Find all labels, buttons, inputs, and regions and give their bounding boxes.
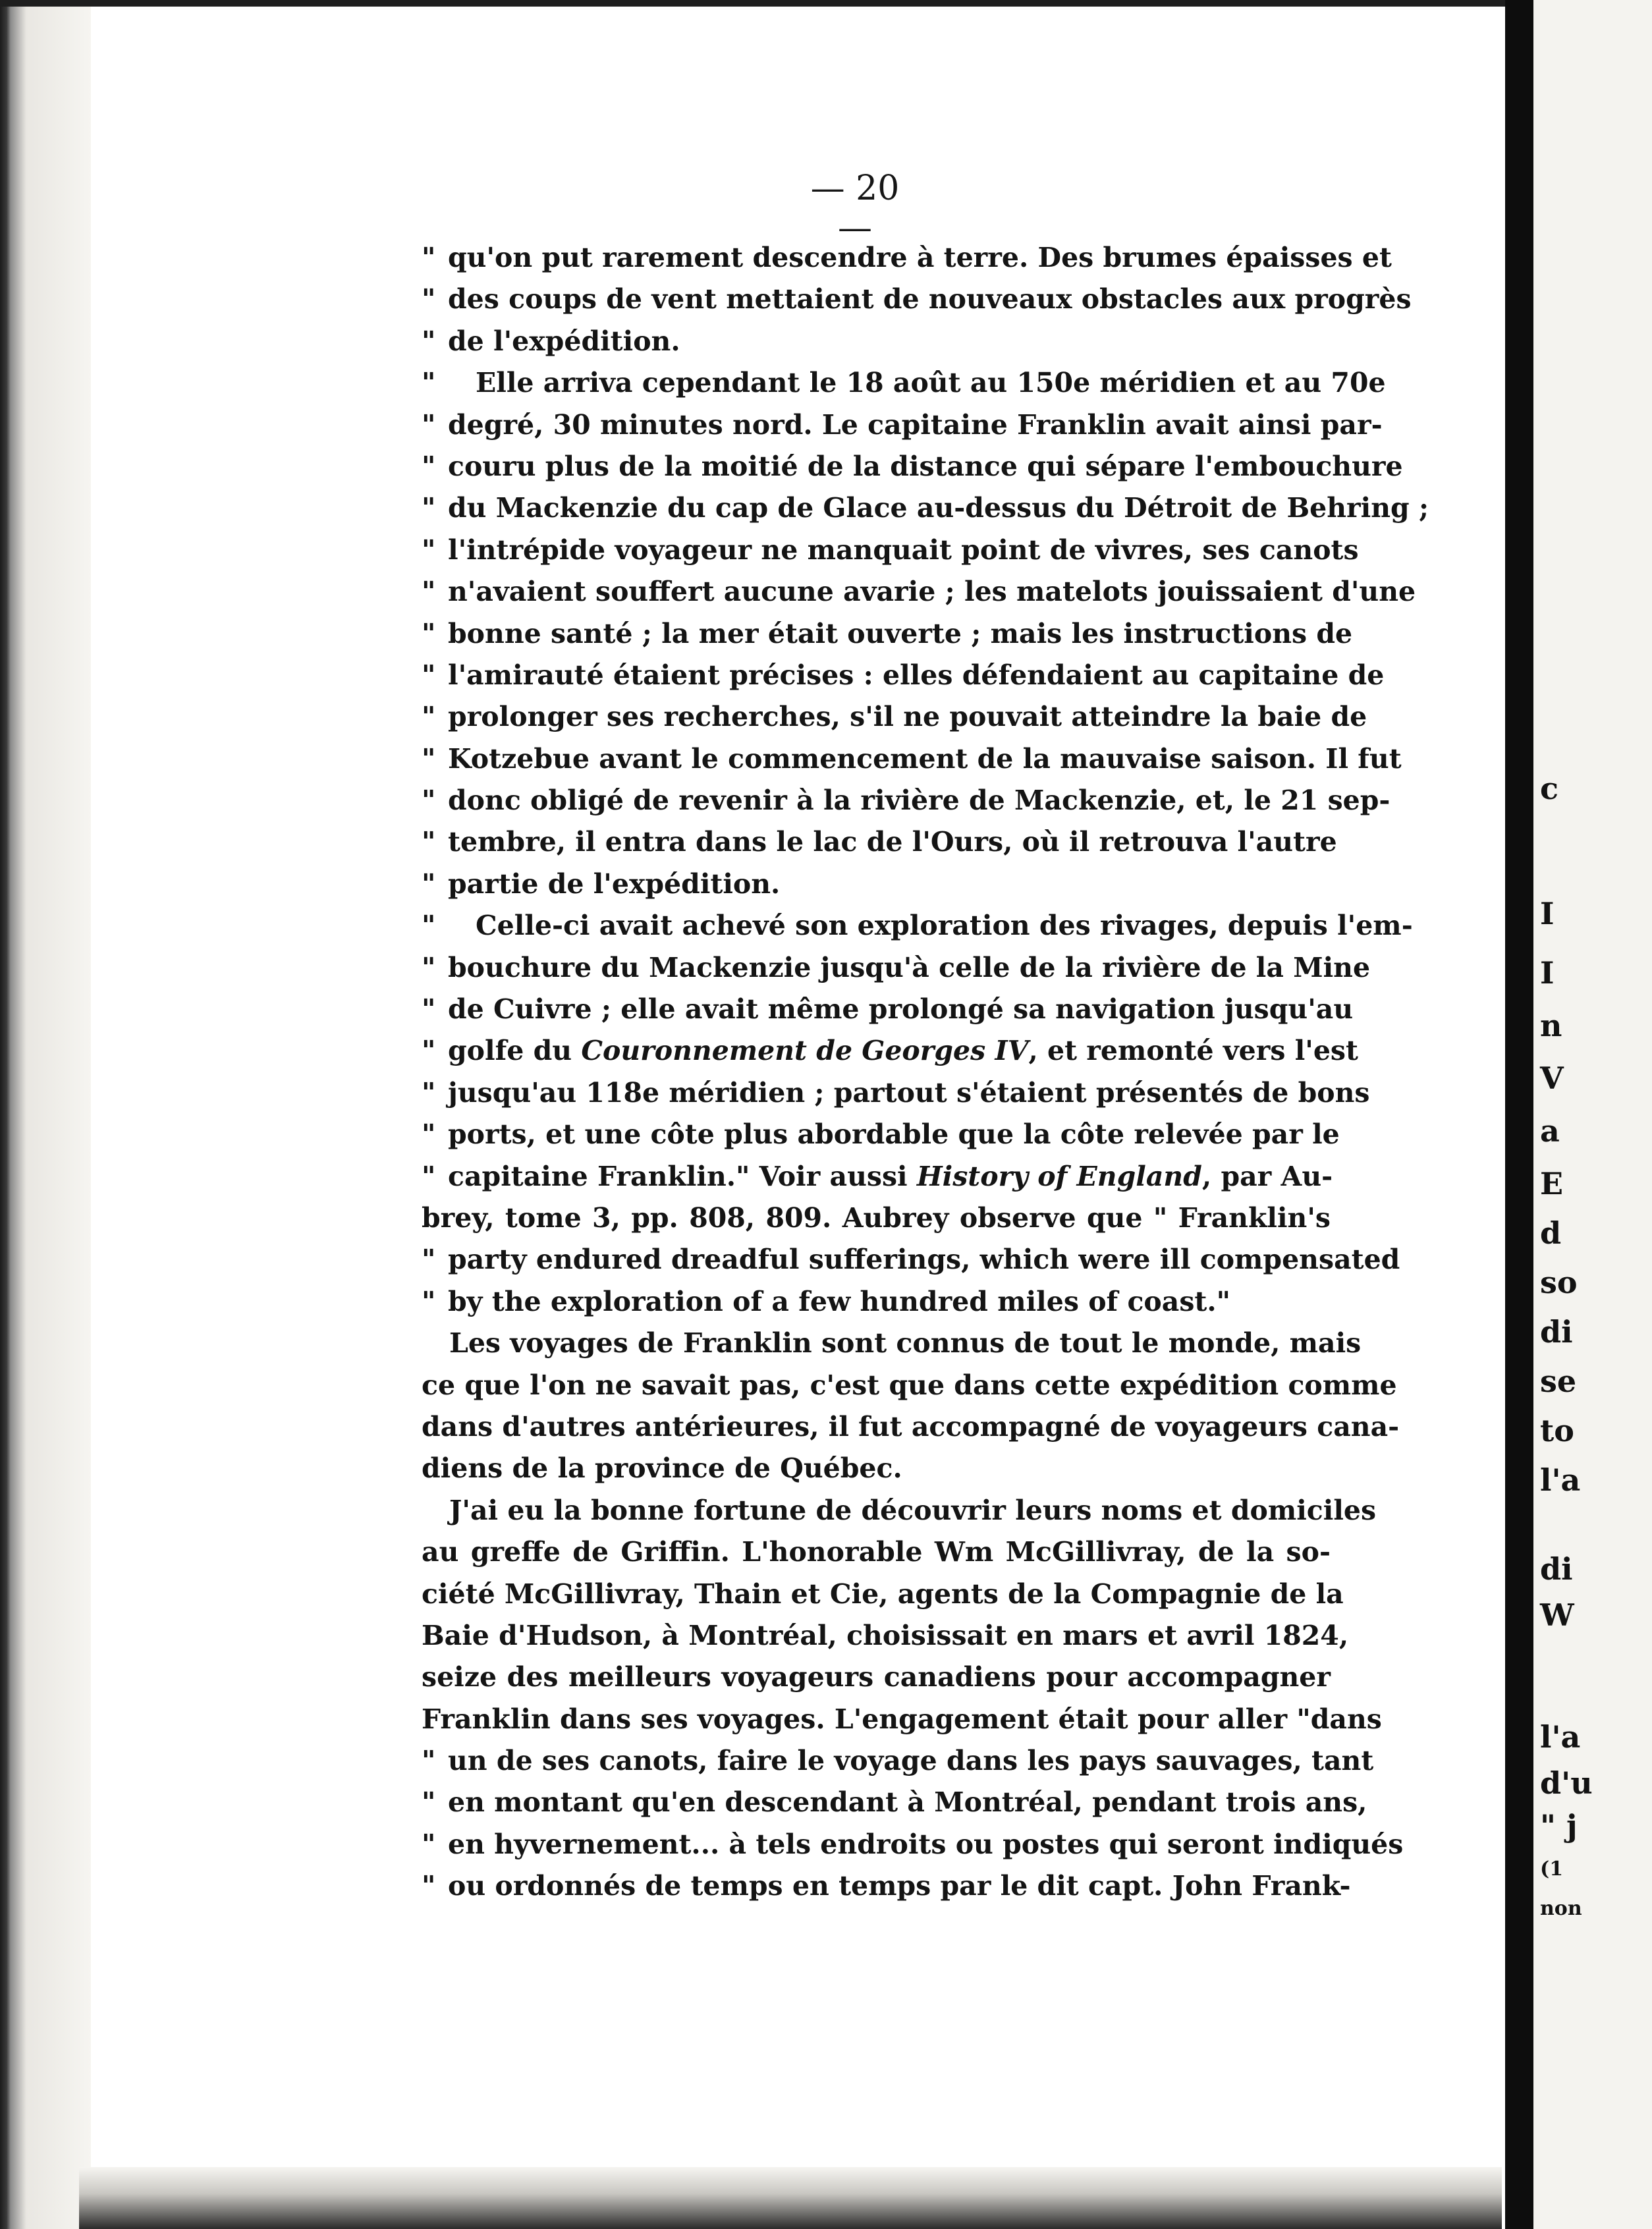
text-line [422, 237, 1392, 279]
page-top-border [0, 0, 1505, 7]
text-line [422, 446, 1403, 487]
text-line [422, 821, 1337, 863]
line-text: capitaine Franklin." Voir aussi History of England, par Au- [448, 1160, 1333, 1192]
quote-mark: " [422, 1118, 436, 1151]
text-line [422, 1740, 1374, 1782]
adjacent-page-text: (1 [1540, 1858, 1564, 1881]
page-number: — 20 — [810, 169, 900, 248]
quote-mark: " [422, 242, 436, 273]
line-text: n'avaient souffert aucune avarie ; les matelots jouissaient d'une [448, 576, 1416, 608]
quote-mark: " [422, 826, 436, 858]
line-text: bonne santé ; la mer était ouverte ; mais les instructions de [448, 617, 1353, 649]
text-line [422, 487, 1429, 529]
text-line [422, 1531, 1331, 1573]
text-line [422, 1782, 1367, 1823]
body-text [422, 237, 1429, 1908]
quote-mark: " [422, 1870, 436, 1902]
text-line [422, 1448, 1331, 1489]
quote-mark: " [422, 1745, 436, 1777]
line-text: Celle-ci avait achevé son exploration des rivages, depuis l'em- [476, 910, 1413, 942]
text-line [422, 1365, 1397, 1406]
text-line [422, 1323, 1362, 1364]
text-line [422, 864, 1331, 905]
quote-mark: " [422, 617, 436, 649]
text-line [422, 1072, 1370, 1114]
line-text: un de ses canots, faire le voyage dans les pays sauvages, tant [448, 1745, 1374, 1777]
quote-mark: " [422, 576, 436, 608]
quote-mark: " [422, 1035, 436, 1067]
line-text: jusqu'au 118e méridien ; partout s'étaient présentés de bons [448, 1076, 1370, 1109]
line-text: partie de l'expédition. [448, 867, 781, 900]
text-line [422, 362, 1386, 404]
line-text: prolonger ses recherches, s'il ne pouvait atteindre la baie de [448, 701, 1367, 733]
quote-mark: " [422, 325, 436, 357]
line-text: des coups de vent mettaient de nouveaux obstacles aux progrès [448, 283, 1412, 316]
text-line [422, 1239, 1400, 1280]
line-text: au greffe de Griffin. L'honorable Wm McGillivray, de la so- [422, 1536, 1331, 1568]
text-line [422, 530, 1359, 571]
line-text: tembre, il entra dans le lac de l'Ours, où il retrouva l'autre [448, 826, 1337, 858]
quote-mark: " [422, 910, 436, 942]
text-line [422, 989, 1354, 1030]
text-line [422, 1406, 1400, 1448]
text-line [422, 1574, 1344, 1615]
text-line [422, 321, 1331, 362]
adjacent-page-text: n [1540, 1008, 1562, 1043]
line-text: degré, 30 minutes nord. Le capitaine Franklin avait ainsi par- [448, 408, 1383, 441]
adjacent-page-text: so [1540, 1265, 1578, 1300]
text-line [422, 1030, 1358, 1072]
text-line [422, 1699, 1382, 1740]
line-text: Franklin dans ses voyages. L'engagement était pour aller "dans [422, 1703, 1382, 1735]
line-text: Elle arriva cependant le 18 août au 150e méridien et au 70e [476, 367, 1386, 399]
quote-mark: " [422, 1828, 436, 1860]
quote-mark: " [422, 1076, 436, 1109]
line-text: couru plus de la moitié de la distance qui sépare l'embouchure [448, 450, 1403, 482]
line-text: de Cuivre ; elle avait même prolongé sa navigation jusqu'au [448, 993, 1354, 1026]
line-text: Baie d'Hudson, à Montréal, choisissait en mars et avril 1824, [422, 1619, 1349, 1651]
quote-mark: " [422, 1244, 436, 1276]
line-text: ou ordonnés de temps en temps par le dit capt. John Frank- [448, 1870, 1351, 1902]
line-text: qu'on put rarement descendre à terre. Des brumes épaisses et [448, 242, 1392, 273]
quote-mark: " [422, 408, 436, 441]
line-text: bouchure du Mackenzie jusqu'à celle de la rivière de la Mine [448, 951, 1371, 983]
adjacent-page-text: E [1540, 1166, 1564, 1201]
text-line [422, 1615, 1349, 1657]
adjacent-page-text: W [1540, 1597, 1574, 1633]
quote-mark: " [422, 659, 436, 691]
text-line [422, 905, 1413, 947]
text-line [422, 655, 1385, 696]
adjacent-page-text: non [1540, 1897, 1582, 1920]
quote-mark: " [422, 742, 436, 775]
line-text: ports, et une côte plus abordable que la côte relevée par le [448, 1118, 1340, 1151]
quote-mark: " [422, 993, 436, 1026]
adjacent-page-fragment [1533, 0, 1652, 2229]
line-text: diens de la province de Québec. [422, 1452, 902, 1485]
line-text: en hyvernement... à tels endroits ou postes qui seront indiqués [448, 1828, 1404, 1860]
page-bottom-shadow [79, 2167, 1502, 2229]
adjacent-page-text: di [1540, 1551, 1573, 1587]
adjacent-page-text: I [1540, 896, 1555, 931]
quote-mark: " [422, 951, 436, 983]
adjacent-page-text: V [1540, 1060, 1564, 1096]
quote-mark: " [422, 367, 436, 399]
adjacent-page-text: I [1540, 955, 1555, 991]
quote-mark: " [422, 784, 436, 817]
quote-mark: " [422, 283, 436, 316]
adjacent-page-text: l'a [1540, 1462, 1581, 1498]
line-text: en montant qu'en descendant à Montréal, pendant trois ans, [448, 1786, 1367, 1819]
text-line [422, 947, 1371, 989]
text-line [422, 1824, 1404, 1865]
text-line [422, 279, 1412, 320]
line-text: l'amirauté étaient précises : elles défendaient au capitaine de [448, 659, 1385, 691]
text-line [422, 1156, 1331, 1197]
text-line [422, 1490, 1377, 1531]
text-line [422, 1865, 1351, 1907]
text-line [422, 571, 1416, 613]
adjacent-page-text: l'a [1540, 1719, 1581, 1755]
book-gutter [1505, 0, 1533, 2229]
quote-mark: " [422, 450, 436, 482]
line-text: de l'expédition. [448, 325, 680, 357]
text-line [422, 1657, 1331, 1698]
quote-mark: " [422, 1786, 436, 1819]
line-text: du Mackenzie du cap de Glace au-dessus du Détroit de Behring ; [448, 492, 1429, 524]
adjacent-page-text: se [1540, 1363, 1577, 1399]
quote-mark: " [422, 1285, 436, 1317]
quote-mark: " [422, 701, 436, 733]
line-text: donc obligé de revenir à la rivière de Mackenzie, et, le 21 sep- [448, 784, 1390, 817]
line-text: Kotzebue avant le commencement de la mauvaise saison. Il fut [448, 742, 1402, 775]
adjacent-page-text: di [1540, 1314, 1573, 1350]
adjacent-page-text: a [1540, 1113, 1560, 1149]
text-line [422, 696, 1367, 738]
quote-mark: " [422, 867, 436, 900]
adjacent-page-text: " j [1540, 1808, 1578, 1844]
page-left-edge [0, 0, 91, 2229]
line-text: dans d'autres antérieures, il fut accompagné de voyageurs cana- [422, 1410, 1400, 1443]
text-line [422, 780, 1390, 821]
text-line [422, 1114, 1340, 1155]
line-text: ce que l'on ne savait pas, c'est que dans cette expédition comme [422, 1369, 1397, 1401]
adjacent-page-text: to [1540, 1413, 1574, 1448]
line-text: party endured dreadful sufferings, which were ill compensated [448, 1244, 1400, 1276]
line-text: Les voyages de Franklin sont connus de tout le monde, mais [449, 1327, 1362, 1360]
line-text: l'intrépide voyageur ne manquait point de vivres, ses canots [448, 534, 1359, 566]
line-text: ciété McGillivray, Thain et Cie, agents de la Compagnie de la [422, 1578, 1344, 1610]
text-line [422, 1197, 1331, 1239]
quote-mark: " [422, 1160, 436, 1192]
text-line [422, 1281, 1331, 1323]
text-line [422, 404, 1383, 446]
text-line [422, 738, 1402, 780]
text-line [422, 613, 1353, 655]
adjacent-page-text: c [1540, 771, 1559, 806]
line-text: seize des meilleurs voyageurs canadiens pour accompagner [422, 1661, 1331, 1693]
line-text: brey, tome 3, pp. 808, 809. Aubrey observe que " Franklin's [422, 1201, 1331, 1234]
line-text: golfe du Couronnement de Georges IV, et remonté vers l'est [448, 1035, 1358, 1067]
quote-mark: " [422, 534, 436, 566]
adjacent-page-text: d [1540, 1215, 1562, 1251]
line-text: by the exploration of a few hundred miles of coast." [448, 1285, 1230, 1317]
line-text: J'ai eu la bonne fortune de découvrir leurs noms et domiciles [449, 1494, 1377, 1526]
quote-mark: " [422, 492, 436, 524]
adjacent-page-text: d'u [1540, 1765, 1593, 1801]
